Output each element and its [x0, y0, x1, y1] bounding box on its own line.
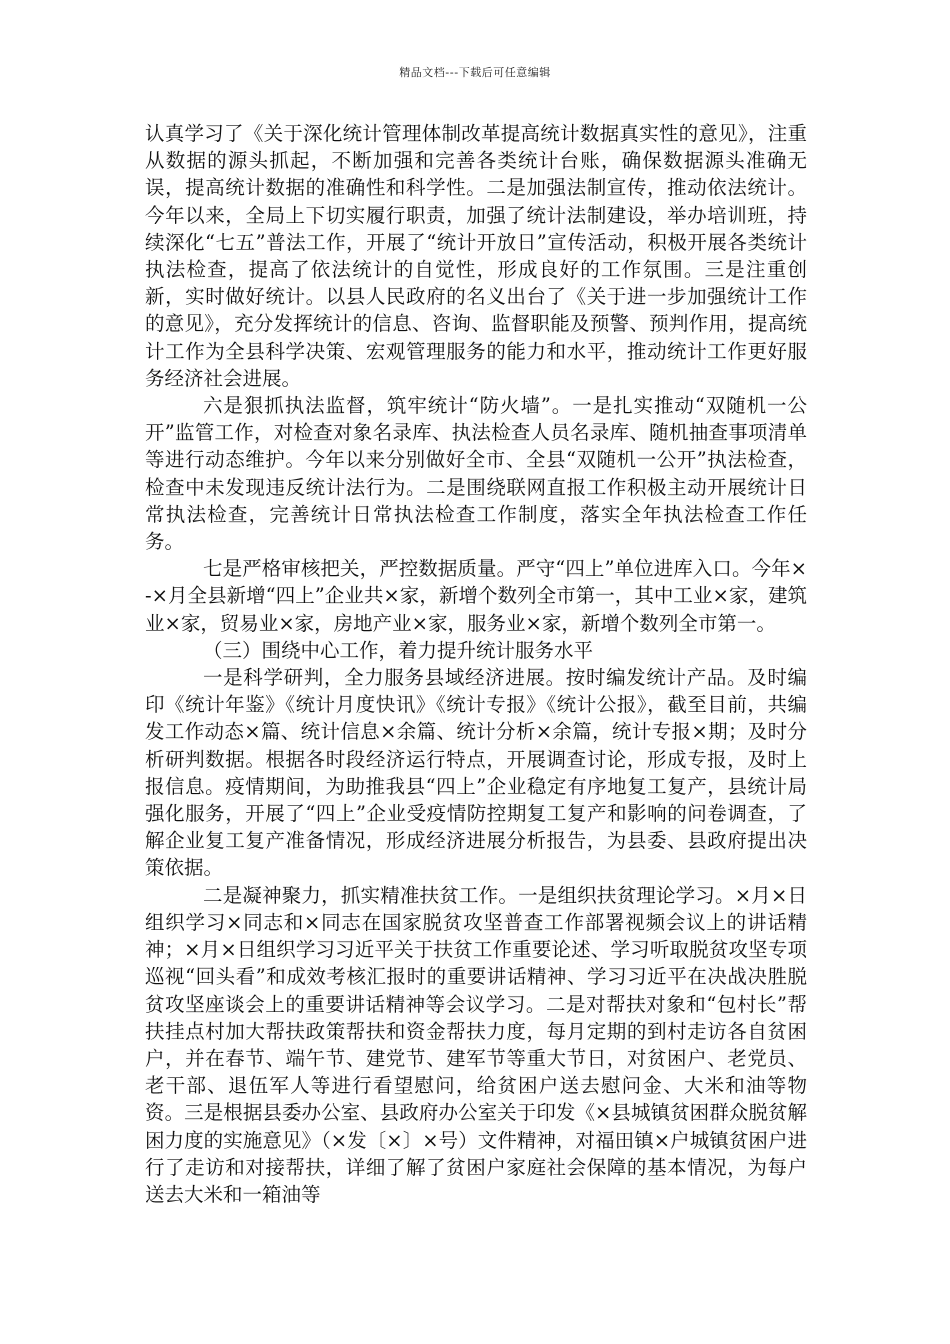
- section-heading: （三）围绕中心工作，着力提升统计服务水平: [203, 638, 594, 662]
- document-body: [145, 120, 807, 1208]
- paragraph: 认真学习了《关于深化统计管理体制改革提高统计数据真实性的意见》，注重从数据的源头抓起，不断加强和完善各类统计台账，确保数据源头准确无误，提高统计数据的准确性和科学性。二是加强法制宣传，推动依法统计。今年以来，全局上下切实履行职责，加强了统计法制建设，举办培训班，持续深化“七五”普法工作，开展了“统计开放日”宣传活动，积极开展各类统计执法检查，提高了依法统计的自觉性，形成良好的工作氛围。三是注重创新，实时做好统计。以县人民政府的名义出台了《关于进一步加强统计工作的意见》，充分发挥统计的信息、咨询、监督职能及预警、预判作用，提高统计工作为全县科学决策、宏观管理服务的能力和水平，推动统计工作更好服务经济社会进展。: [145, 122, 807, 390]
- page-header: 精品文档---下载后可任意编辑: [399, 66, 551, 79]
- paragraph: 七是严格审核把关，严控数据质量。严守“四上”单位进库入口。今年×-×月全县新增“四上”企业共×家，新增个数列全市第一，其中工业×家，建筑业×家，贸易业×家，房地产业×家，服务业×家，新增个数列全市第一。: [145, 557, 807, 635]
- paragraph: 一是科学研判，全力服务县域经济进展。按时编发统计产品。及时编印《统计年鉴》《统计月度快讯》《统计专报》《统计公报》，截至目前，共编发工作动态×篇、统计信息×余篇、统计分析×余篇，统计专报×期；及时分析研判数据。根据各时段经济运行特点，开展调查讨论，形成专报，及时上报信息。疫情期间，为助推我县“四上”企业稳定有序地复工复产，县统计局强化服务，开展了“四上”企业受疫情防控期复工复产和影响的问卷调查，了解企业复工复产准备情况，形成经济进展分析报告，为县委、县政府提出决策依据。: [145, 666, 807, 880]
- paragraph: 六是狠抓执法监督，筑牢统计“防火墙”。一是扎实推动“双随机一公开”监管工作，对检查对象名录库、执法检查人员名录库、随机抽查事项清单等进行动态维护。今年以来分别做好全市、全县“双随机一公开”执法检查，检查中未发现违反统计法行为。二是围绕联网直报工作积极主动开展统计日常执法检查，完善统计日常执法检查工作制度，落实全年执法检查工作任务。: [145, 394, 807, 554]
- paragraph: 二是凝神聚力，抓实精准扶贫工作。一是组织扶贫理论学习。×月×日组织学习×同志和×同志在国家脱贫攻坚普查工作部署视频会议上的讲话精神；×月×日组织学习习近平关于扶贫工作重要论述、学习听取脱贫攻坚专项巡视“回头看”和成效考核汇报时的重要讲话精神、学习习近平在决战决胜脱贫攻坚座谈会上的重要讲话精神等会议学习。二是对帮扶对象和“包村长”帮扶挂点村加大帮扶政策帮扶和资金帮扶力度，每月定期的到村走访各自贫困户，并在春节、端午节、建党节、建军节等重大节日，对贫困户、老党员、老干部、退伍军人等进行看望慰问，给贫困户送去慰问金、大米和油等物资。三是根据县委办公室、县政府办公室关于印发《×县城镇贫困群众脱贫解困力度的实施意见》（×发〔×〕×号）文件精神，对福田镇×户城镇贫困户进行了走访和对接帮扶，详细了解了贫困户家庭社会保障的基本情况，为每户送去大米和一箱油等: [145, 883, 807, 1206]
